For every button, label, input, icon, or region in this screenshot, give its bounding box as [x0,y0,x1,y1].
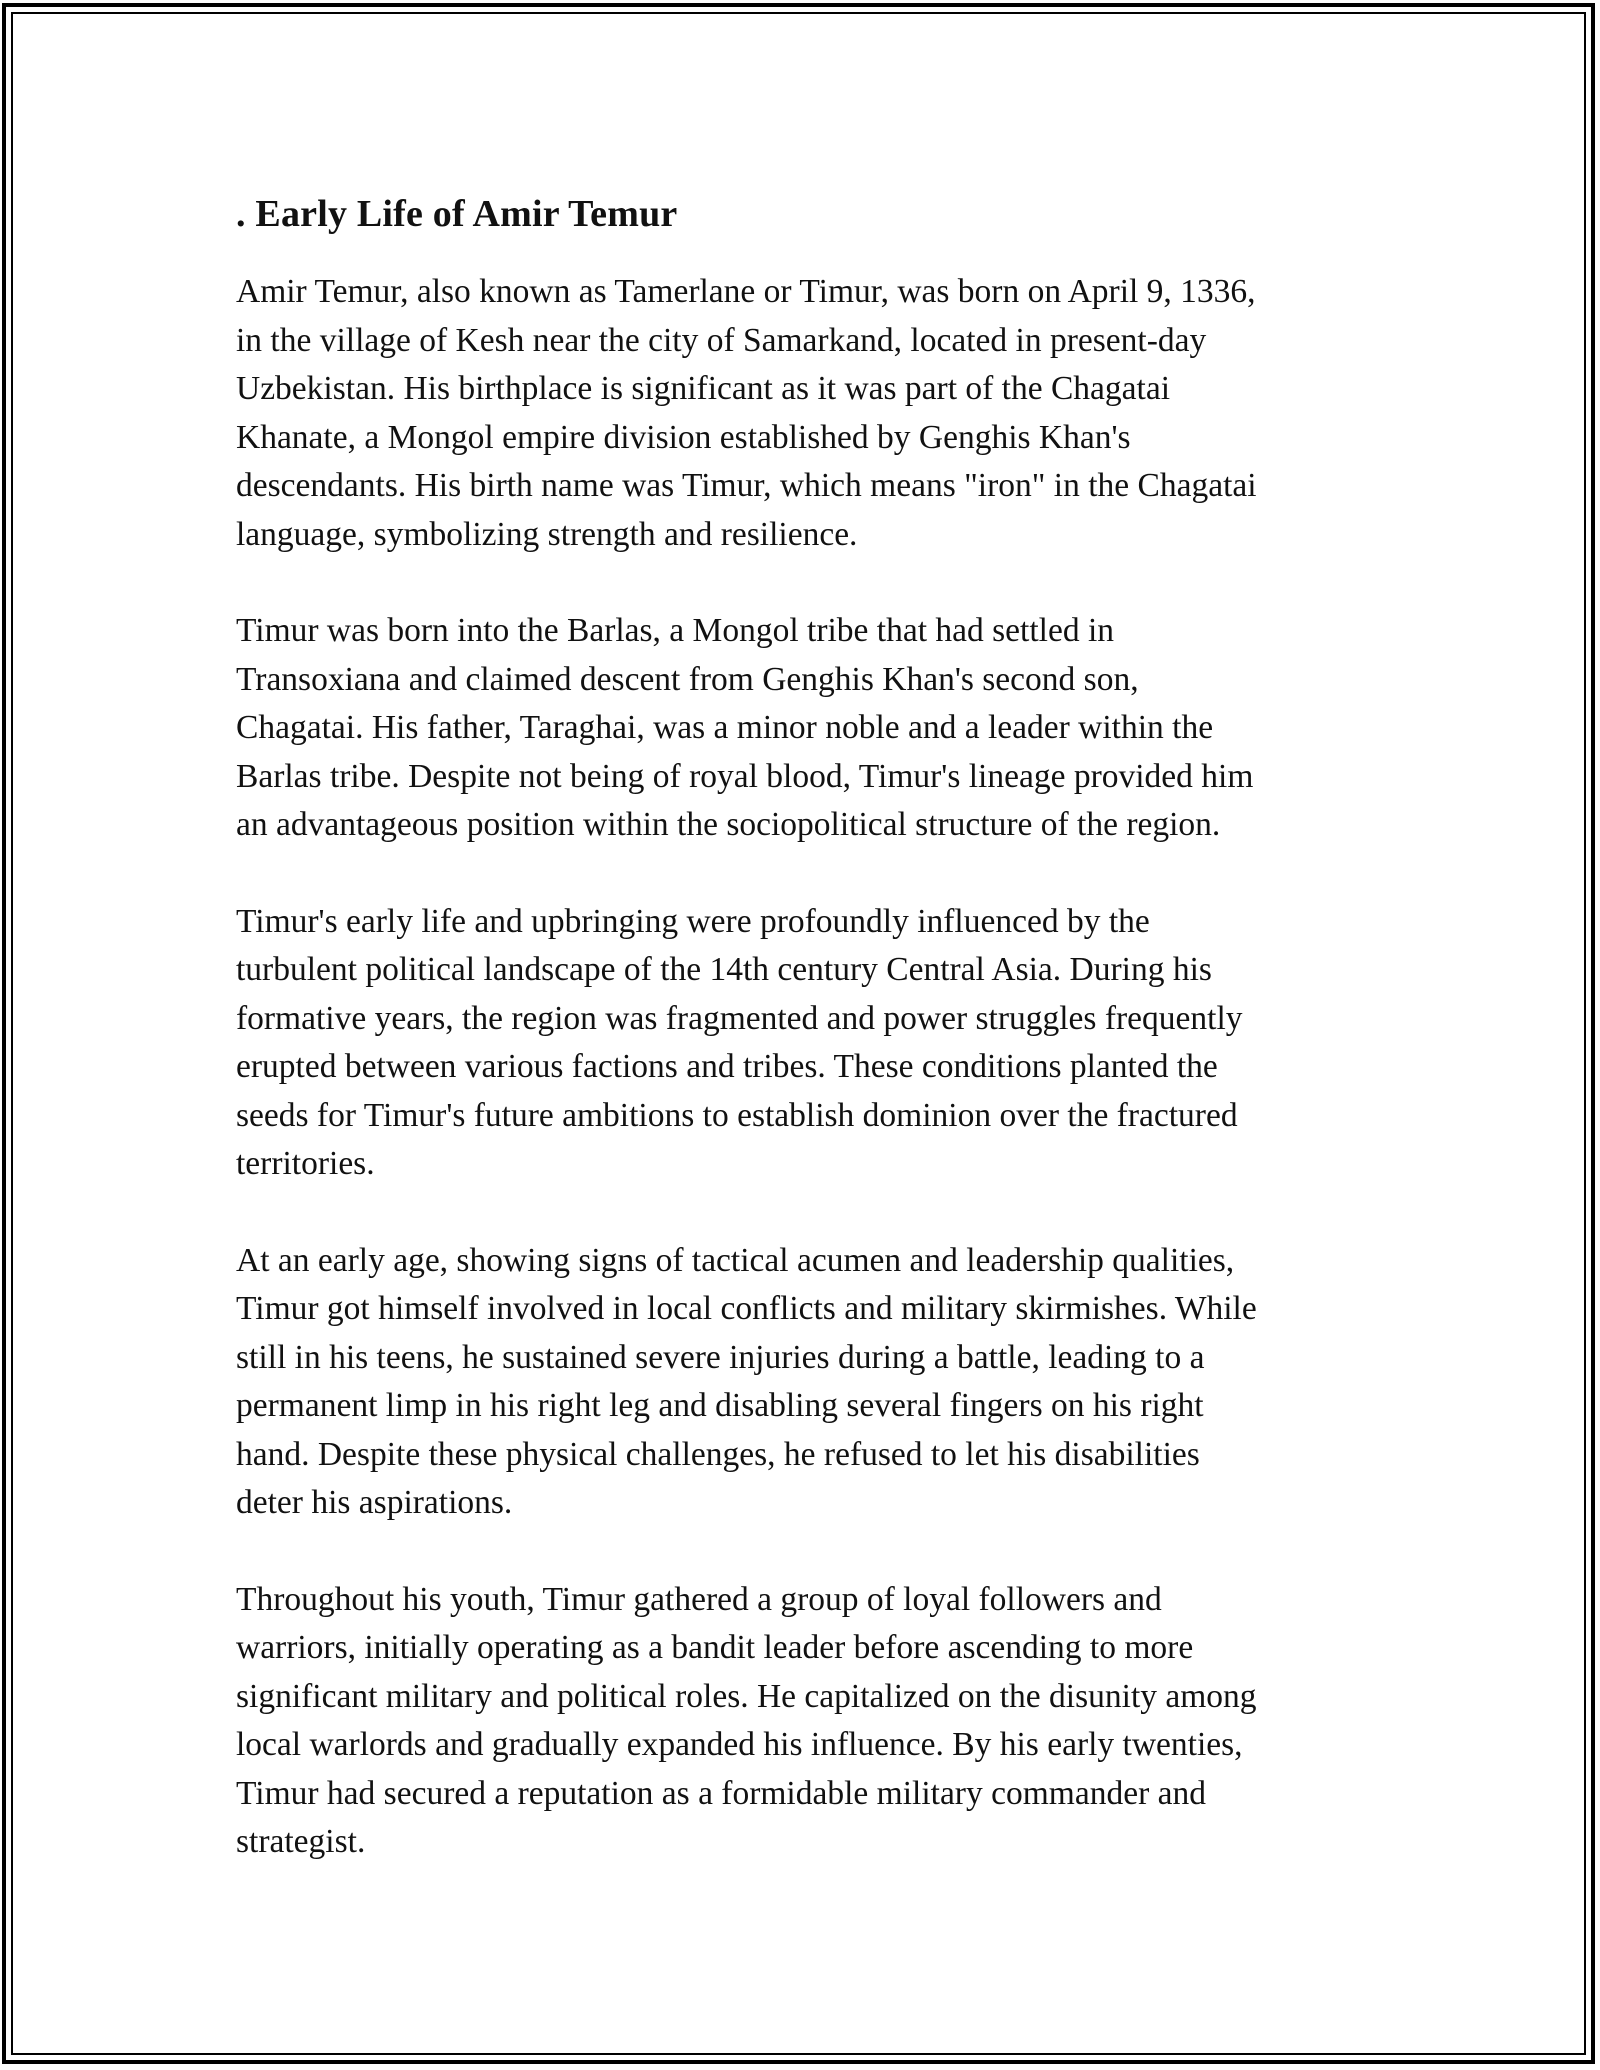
text-line: permanent limp in his right leg and disabling several fingers on his right [236,1387,1204,1424]
text-line: an advantageous position within the sociopolitical structure of the region. [236,806,1221,843]
text-line: descendants. His birth name was Timur, which means "iron" in the Chagatai [236,467,1257,504]
text-line: Uzbekistan. His birthplace is significant as it was part of the Chagatai [236,370,1171,407]
text-line: in the village of Kesh near the city of Samarkand, located in present-day [236,321,1207,359]
text-line: significant military and political roles. He capitalized on the disunity among [236,1677,1257,1715]
paragraph-4 [236,1237,1376,1528]
text-line: turbulent political landscape of the 14th century Central Asia. During his [236,951,1212,988]
text-line: deter his aspirations. [236,1484,513,1521]
document-content [236,186,1376,1915]
text-line: Timur got himself involved in local conflicts and military skirmishes. While [236,1290,1257,1327]
paragraph-2 [236,607,1376,850]
text-line: language, symbolizing strength and resilience. [236,515,858,553]
text-line: Timur's early life and upbringing were profoundly influenced by the [236,902,1150,940]
text-line: formative years, the region was fragmented and power struggles frequently [236,999,1243,1037]
text-line: still in his teens, he sustained severe injuries during a battle, leading to a [236,1338,1205,1376]
text-line: Chagatai. His father, Taraghai, was a minor noble and a leader within the [236,709,1214,746]
text-line: hand. Despite these physical challenges, he refused to let his disabilities [236,1435,1200,1473]
text-line: At an early age, showing signs of tactical acumen and leadership qualities, [236,1241,1235,1279]
text-line: Throughout his youth, Timur gathered a group of loyal followers and [236,1580,1162,1618]
section-title: . Early Life of Amir Temur [236,193,678,235]
text-line: warriors, initially operating as a bandit leader before ascending to more [236,1629,1194,1666]
paragraph-3 [236,898,1376,1189]
text-line: Barlas tribe. Despite not being of royal blood, Timur's lineage provided him [236,757,1254,795]
text-line: Transoxiana and claimed descent from Genghis Khan's second son, [236,660,1139,698]
text-line: erupted between various factions and tribes. These conditions planted the [236,1048,1218,1085]
text-line: Amir Temur, also known as Tamerlane or Timur, was born on April 9, 1336, [236,273,1256,310]
text-line: Timur had secured a reputation as a formidable military commander and [236,1774,1206,1812]
paragraph-5 [236,1576,1376,1867]
paragraph-1 [236,268,1376,559]
text-line: strategist. [236,1823,366,1860]
text-line: local warlords and gradually expanded his influence. By his early twenties, [236,1726,1243,1763]
text-line: Khanate, a Mongol empire division established by Genghis Khan's [236,418,1131,456]
text-line: Timur was born into the Barlas, a Mongol tribe that had settled in [236,612,1115,649]
text-line: seeds for Timur's future ambitions to establish dominion over the fractured [236,1096,1238,1134]
text-line: territories. [236,1145,375,1182]
